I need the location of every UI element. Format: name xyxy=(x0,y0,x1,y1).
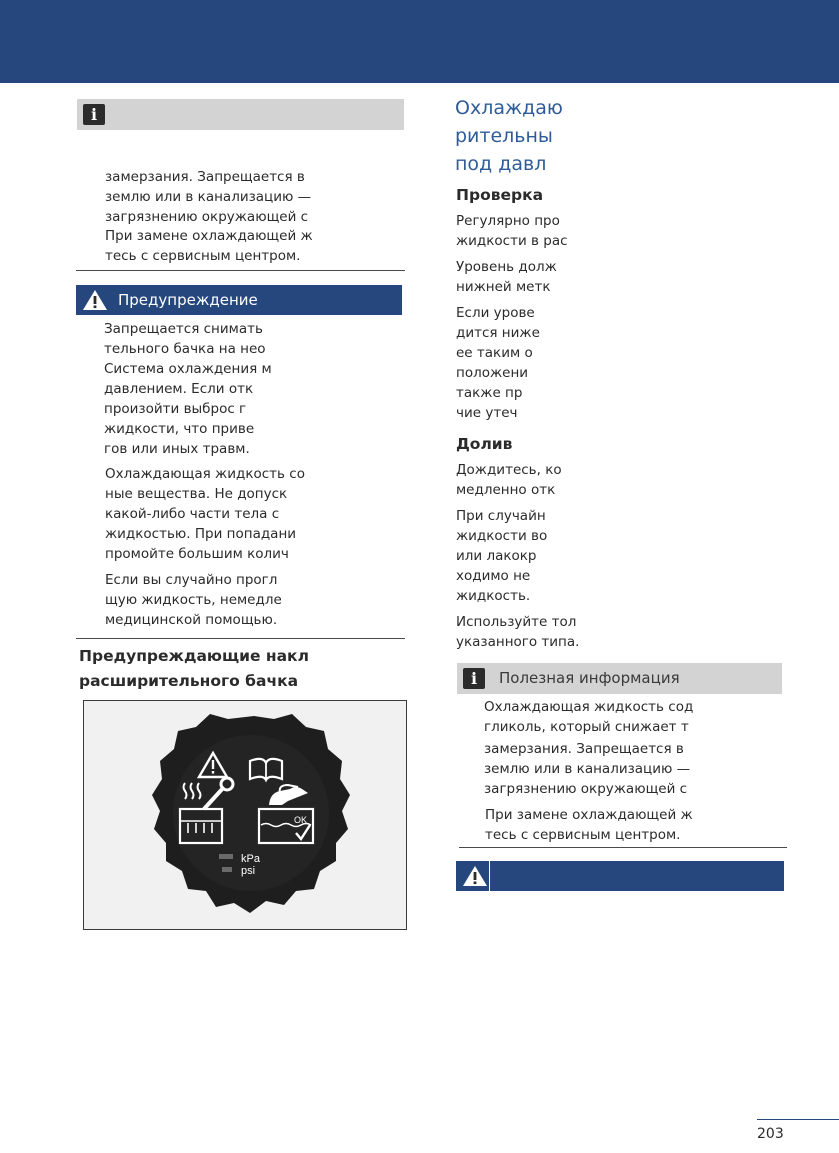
right-info-text-2 xyxy=(484,739,690,799)
info-label: Полезная информация xyxy=(499,669,680,687)
text-line: Запрещается снимать xyxy=(104,321,263,337)
right-info-text-1 xyxy=(484,697,693,737)
text-line: произойти выброс г xyxy=(104,401,247,417)
text-line: чие утеч xyxy=(456,405,518,421)
text-line: тесь с сервисным центром. xyxy=(485,827,681,843)
warning-text-3 xyxy=(105,570,282,630)
text-line: жидкости, что приве xyxy=(104,421,255,437)
warning-text-1 xyxy=(104,319,272,459)
title-line: рительны xyxy=(455,125,553,147)
heading-text: Долив xyxy=(456,435,513,453)
text-line: Система охлаждения м xyxy=(104,361,272,377)
check-para-6 xyxy=(456,403,517,423)
text-line: тельного бачка на нео xyxy=(104,341,266,357)
text-line: замерзания. Запрещается в xyxy=(105,169,305,185)
text-line: землю или в канализацию — xyxy=(105,189,312,205)
text-line: положени xyxy=(456,365,529,381)
heading-line: Предупреждающие накл xyxy=(79,647,309,665)
text-line: загрязнению окружающей с xyxy=(484,781,688,797)
label-heading xyxy=(79,644,309,694)
text-line: Если урове xyxy=(456,305,535,321)
divider xyxy=(76,638,405,639)
cap-ok-label: OK xyxy=(294,815,308,825)
title-line: Охлаждаю xyxy=(455,97,563,119)
text-line: Используйте тол xyxy=(456,614,577,630)
info-icon: i xyxy=(463,668,485,689)
text-line: жидкости в рас xyxy=(456,233,568,249)
text-line: Регулярно про xyxy=(456,213,560,229)
check-para-5 xyxy=(456,363,528,403)
left-info-text-1 xyxy=(105,167,311,227)
text-line: Если вы случайно прогл xyxy=(105,572,278,588)
text-line: ходимо не xyxy=(456,568,531,584)
divider xyxy=(459,847,787,848)
text-line: давлением. Если отк xyxy=(104,381,254,397)
warning-triangle-icon xyxy=(82,289,108,311)
text-line: какой-либо части тела с xyxy=(105,506,280,522)
text-line: или лакокр xyxy=(456,548,537,564)
left-info-bar xyxy=(77,99,404,130)
text-line: щую жидкость, немедле xyxy=(105,592,282,608)
text-line: При случайн xyxy=(456,508,546,524)
divider xyxy=(76,270,405,271)
text-line: тесь с сервисным центром. xyxy=(105,248,301,264)
text-line: ее таким о xyxy=(456,345,533,361)
reservoir-cap-figure xyxy=(83,700,407,930)
refill-para-2 xyxy=(456,506,547,606)
reservoir-cap-image xyxy=(84,701,406,929)
text-line: жидкостью. При попадани xyxy=(105,526,297,542)
warning-label: Предупреждение xyxy=(118,291,258,309)
left-info-text-2 xyxy=(105,226,313,266)
right-info-bar xyxy=(457,663,782,694)
text-line: Охлаждающая жидкость сод xyxy=(484,699,694,715)
title-line: под давл xyxy=(455,153,547,175)
page-number: 203 xyxy=(757,1126,784,1142)
text-line: замерзания. Запрещается в xyxy=(484,741,684,757)
text-line: жидкости во xyxy=(456,528,548,544)
check-para-1 xyxy=(456,211,568,251)
header-band xyxy=(0,0,839,83)
text-line: гликоль, который снижает т xyxy=(484,719,689,735)
refill-para-1 xyxy=(456,460,562,500)
heading-line: расширительного бачка xyxy=(79,672,299,690)
text-line: медицинской помощью. xyxy=(105,612,278,628)
text-line: жидкость. xyxy=(456,588,531,604)
right-info-text-3 xyxy=(485,805,693,845)
text-line: При замене охлаждающей ж xyxy=(105,228,313,244)
cap-psi-label: psi xyxy=(241,865,256,877)
text-line: дится ниже xyxy=(456,325,540,341)
check-para-2 xyxy=(456,257,557,297)
text-line: медленно отк xyxy=(456,482,556,498)
check-para-3 xyxy=(456,303,540,343)
check-heading xyxy=(456,183,543,207)
text-line: также пр xyxy=(456,385,523,401)
heading-text: Проверка xyxy=(456,186,544,204)
warning-triangle-icon xyxy=(462,865,488,887)
text-line: Дождитесь, ко xyxy=(456,462,562,478)
right-warning-bar xyxy=(456,861,784,891)
text-line: ные вещества. Не допуск xyxy=(105,486,288,502)
warning-bar-separator xyxy=(489,861,490,891)
left-warning-bar xyxy=(76,285,402,315)
text-line: Уровень долж xyxy=(456,259,557,275)
warning-text-2 xyxy=(105,464,305,564)
check-para-4 xyxy=(456,343,533,363)
text-line: нижней метк xyxy=(456,279,551,295)
text-line: указанного типа. xyxy=(456,634,580,650)
page-number-rule xyxy=(757,1119,839,1120)
text-line: При замене охлаждающей ж xyxy=(485,807,693,823)
cap-kpa-label: kPa xyxy=(241,853,260,865)
refill-heading xyxy=(456,432,512,456)
text-line: промойте большим колич xyxy=(105,546,289,562)
info-icon: i xyxy=(83,104,105,125)
text-line: Охлаждающая жидкость со xyxy=(105,466,305,482)
text-line: загрязнению окружающей с xyxy=(105,209,309,225)
text-line: землю или в канализацию — xyxy=(484,761,691,777)
text-line: гов или иных травм. xyxy=(104,441,250,457)
refill-para-3 xyxy=(456,612,579,652)
section-title xyxy=(455,94,563,178)
